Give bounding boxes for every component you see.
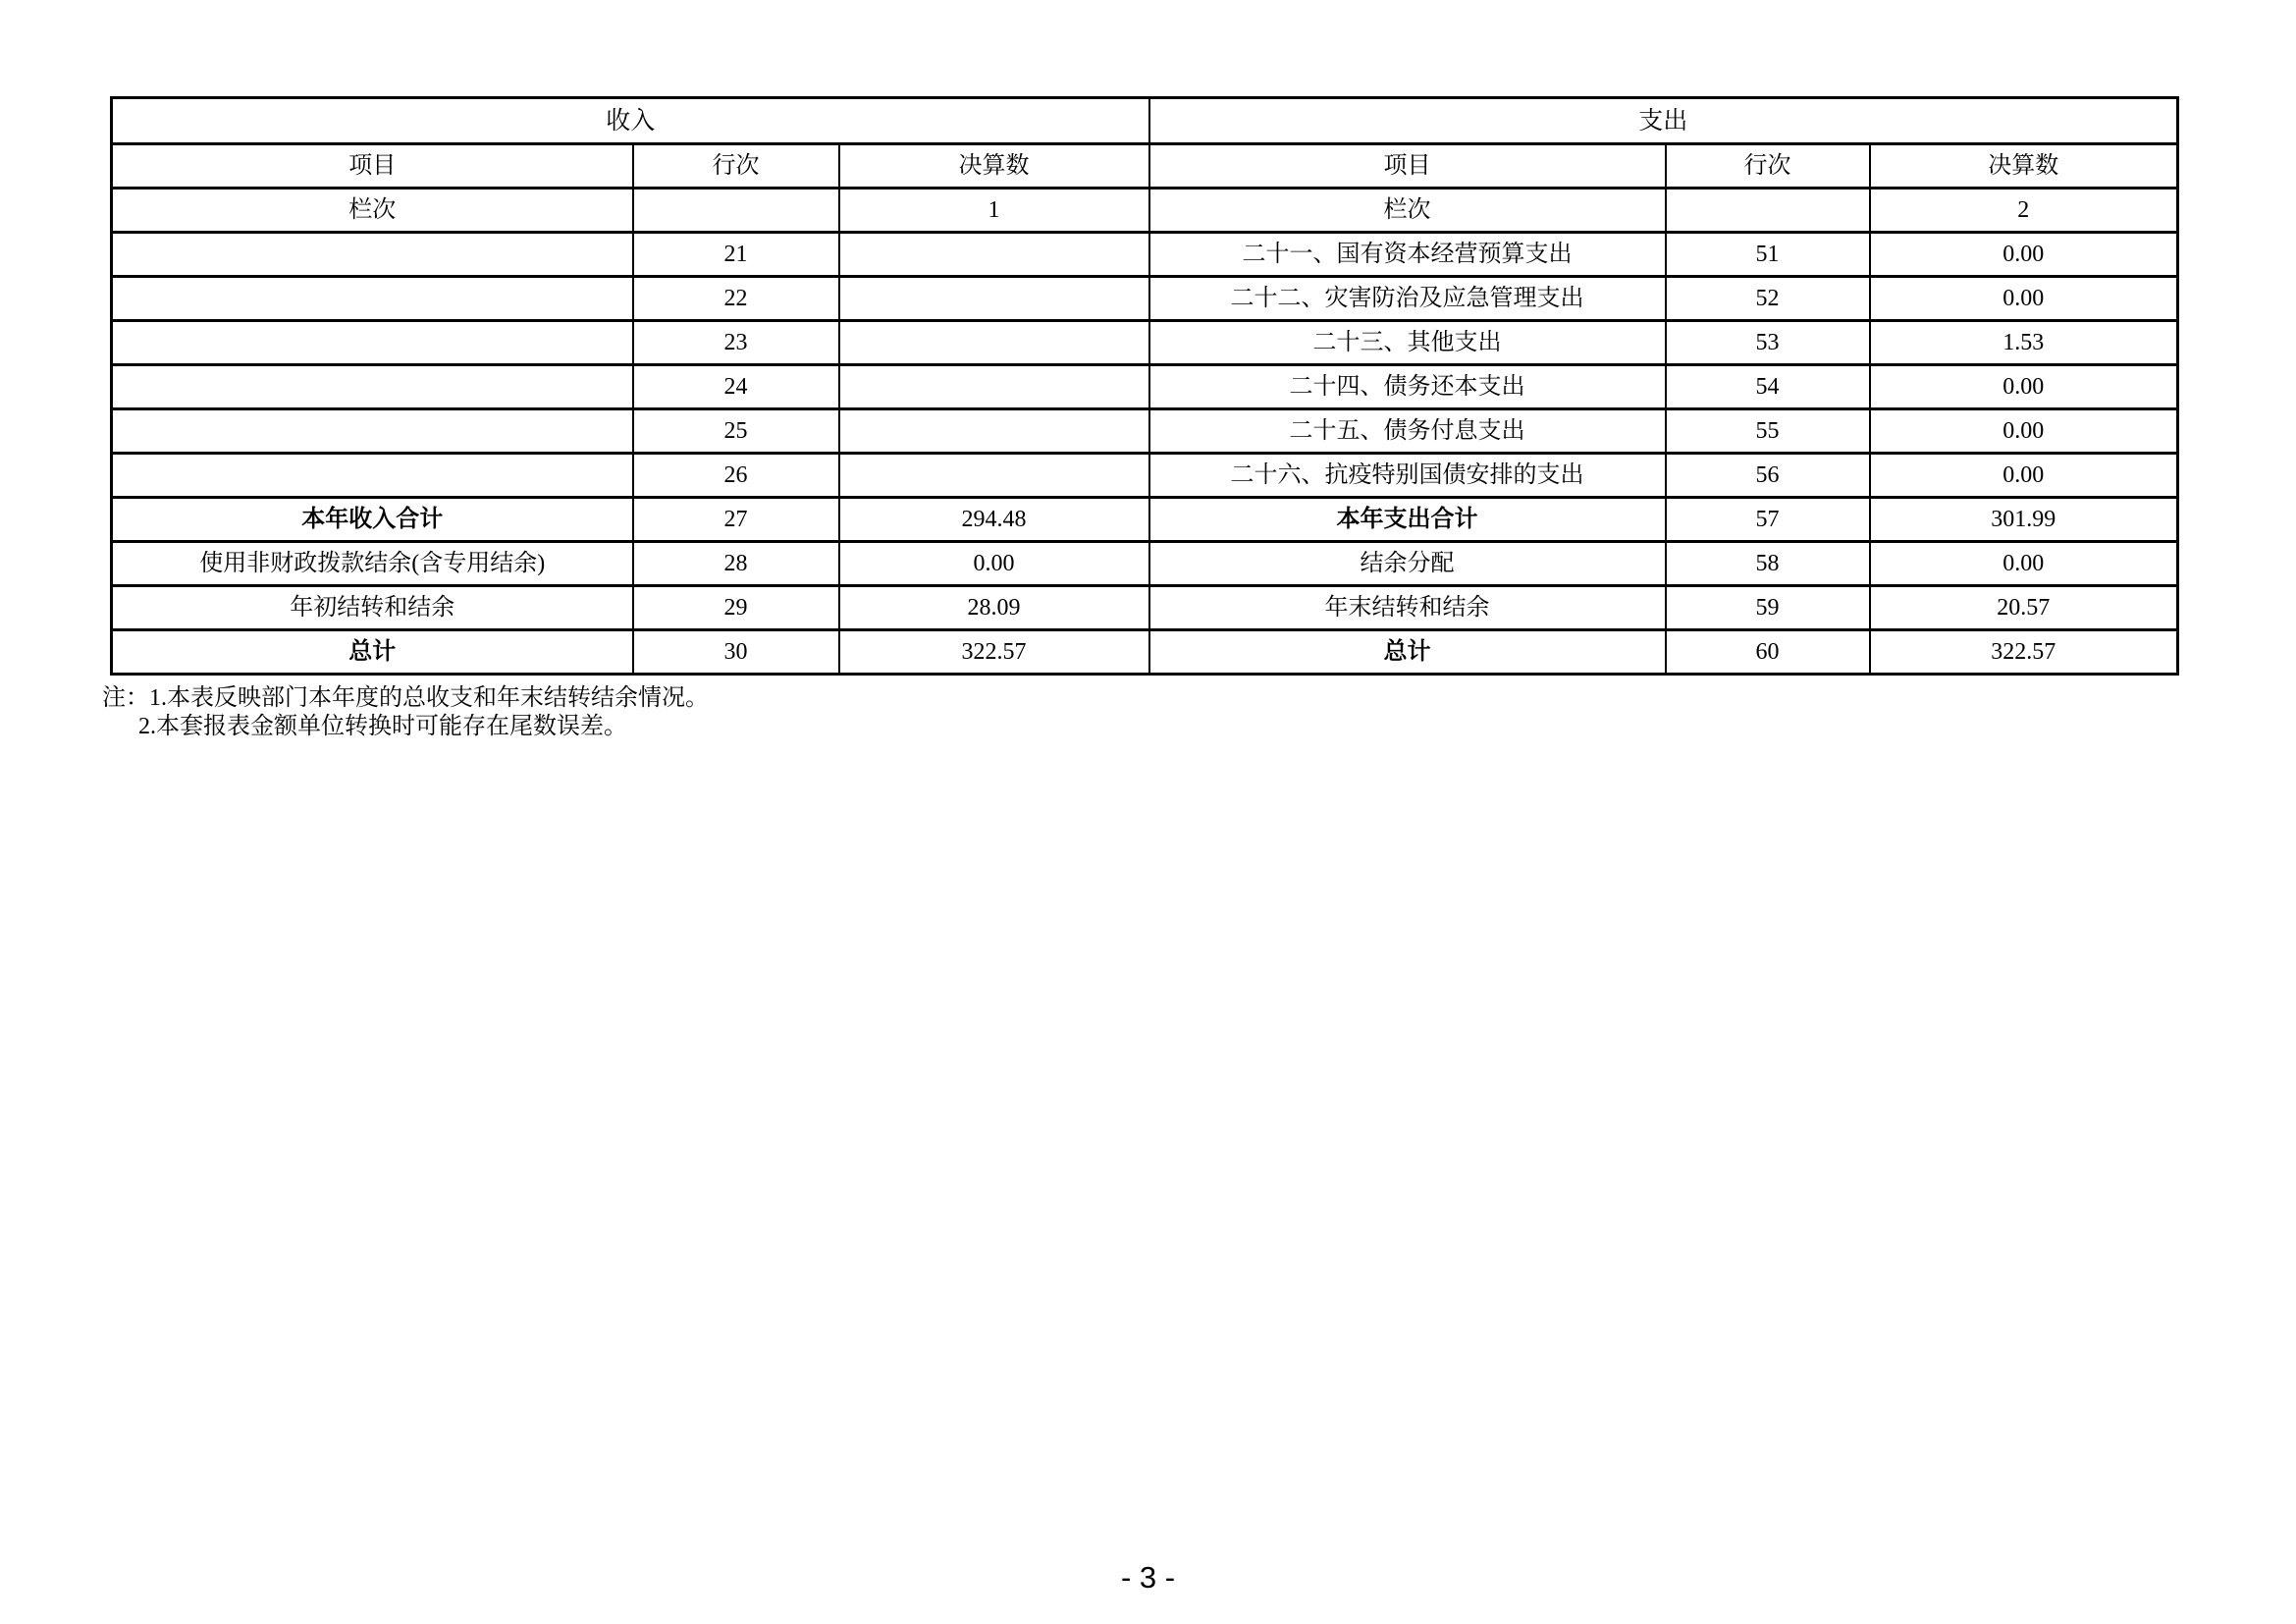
expense-amount-cell: 0.00 [1870, 233, 2178, 277]
income-index-label-cell: 栏次 [112, 189, 633, 233]
expense-amount-cell: 301.99 [1870, 498, 2178, 542]
expense-amount-cell: 20.57 [1870, 586, 2178, 630]
income-item-cell [112, 277, 633, 321]
page-number: - 3 - [1120, 1560, 1176, 1595]
expense-line-cell: 59 [1666, 586, 1870, 630]
expense-line-cell: 52 [1666, 277, 1870, 321]
income-line-cell: 30 [633, 630, 839, 675]
income-item-cell [112, 321, 633, 365]
expense-item-cell: 结余分配 [1149, 542, 1666, 586]
table-row [112, 233, 2178, 277]
expense-item-cell: 本年支出合计 [1149, 498, 1666, 542]
income-line-cell: 26 [633, 454, 839, 498]
expense-line-col-header: 行次 [1666, 144, 1870, 189]
expense-amount-cell: 0.00 [1870, 277, 2178, 321]
expense-item-cell: 二十五、债务付息支出 [1149, 409, 1666, 454]
table-row [112, 542, 2178, 586]
income-item-cell [112, 233, 633, 277]
expense-amount-col-header: 决算数 [1870, 144, 2178, 189]
income-amount-cell [839, 454, 1149, 498]
income-amount-cell: 0.00 [839, 542, 1149, 586]
income-amount-cell [839, 233, 1149, 277]
table-row [112, 409, 2178, 454]
income-index-number-cell: 1 [839, 189, 1149, 233]
income-line-cell: 25 [633, 409, 839, 454]
expense-amount-cell: 322.57 [1870, 630, 2178, 675]
income-amount-cell [839, 365, 1149, 409]
column-header-row [112, 144, 2178, 189]
note-line-1 [102, 684, 709, 713]
expense-item-cell: 二十一、国有资本经营预算支出 [1149, 233, 1666, 277]
income-amount-col-header: 决算数 [839, 144, 1149, 189]
income-item-cell: 使用非财政拨款结余(含专用结余) [112, 542, 633, 586]
expense-amount-cell: 0.00 [1870, 454, 2178, 498]
income-amount-cell [839, 409, 1149, 454]
expense-line-cell: 53 [1666, 321, 1870, 365]
income-line-cell: 28 [633, 542, 839, 586]
income-item-cell: 总计 [112, 630, 633, 675]
income-line-cell: 21 [633, 233, 839, 277]
expense-line-cell: 60 [1666, 630, 1870, 675]
income-section-header: 收入 [112, 98, 1149, 144]
expense-section-header: 支出 [1149, 98, 2178, 144]
grand-total-row [112, 630, 2178, 675]
income-total-row [112, 498, 2178, 542]
income-amount-cell: 28.09 [839, 586, 1149, 630]
income-amount-cell [839, 277, 1149, 321]
expense-amount-cell: 0.00 [1870, 409, 2178, 454]
note-text-1: 1.本表反映部门本年度的总收支和年末结转结余情况。 [149, 685, 709, 711]
expense-item-cell: 二十三、其他支出 [1149, 321, 1666, 365]
income-item-cell: 年初结转和结余 [112, 586, 633, 630]
expense-item-cell: 二十二、灾害防治及应急管理支出 [1149, 277, 1666, 321]
expense-line-cell: 56 [1666, 454, 1870, 498]
expense-index-number-cell: 2 [1870, 189, 2178, 233]
expense-amount-cell: 0.00 [1870, 542, 2178, 586]
table-row [112, 277, 2178, 321]
income-amount-cell: 294.48 [839, 498, 1149, 542]
note-text-2: 2.本套报表金额单位转换时可能存在尾数误差。 [138, 714, 627, 739]
column-index-row [112, 189, 2178, 233]
income-item-cell [112, 454, 633, 498]
income-item-col-header: 项目 [112, 144, 633, 189]
expense-amount-cell: 1.53 [1870, 321, 2178, 365]
expense-item-cell: 二十四、债务还本支出 [1149, 365, 1666, 409]
note-line-2 [102, 713, 709, 741]
table-row [112, 586, 2178, 630]
note-prefix: 注： [102, 685, 149, 711]
expense-line-cell: 55 [1666, 409, 1870, 454]
income-line-cell: 24 [633, 365, 839, 409]
expense-index-line-cell [1666, 189, 1870, 233]
final-accounts-table [110, 96, 2179, 676]
income-line-cell: 29 [633, 586, 839, 630]
expense-index-label-cell: 栏次 [1149, 189, 1666, 233]
income-line-cell: 22 [633, 277, 839, 321]
table-row [112, 454, 2178, 498]
income-item-cell [112, 409, 633, 454]
income-line-cell: 27 [633, 498, 839, 542]
table-notes [102, 684, 709, 741]
expense-amount-cell: 0.00 [1870, 365, 2178, 409]
expense-item-col-header: 项目 [1149, 144, 1666, 189]
expense-item-cell: 年末结转和结余 [1149, 586, 1666, 630]
expense-item-cell: 二十六、抗疫特别国债安排的支出 [1149, 454, 1666, 498]
expense-item-cell: 总计 [1149, 630, 1666, 675]
section-header-row [112, 98, 2178, 144]
income-amount-cell: 322.57 [839, 630, 1149, 675]
expense-line-cell: 57 [1666, 498, 1870, 542]
income-line-cell: 23 [633, 321, 839, 365]
income-amount-cell [839, 321, 1149, 365]
expense-line-cell: 54 [1666, 365, 1870, 409]
income-item-cell [112, 365, 633, 409]
table-row [112, 365, 2178, 409]
expense-line-cell: 58 [1666, 542, 1870, 586]
expense-line-cell: 51 [1666, 233, 1870, 277]
income-item-cell: 本年收入合计 [112, 498, 633, 542]
income-index-line-cell [633, 189, 839, 233]
income-line-col-header: 行次 [633, 144, 839, 189]
table-row [112, 321, 2178, 365]
